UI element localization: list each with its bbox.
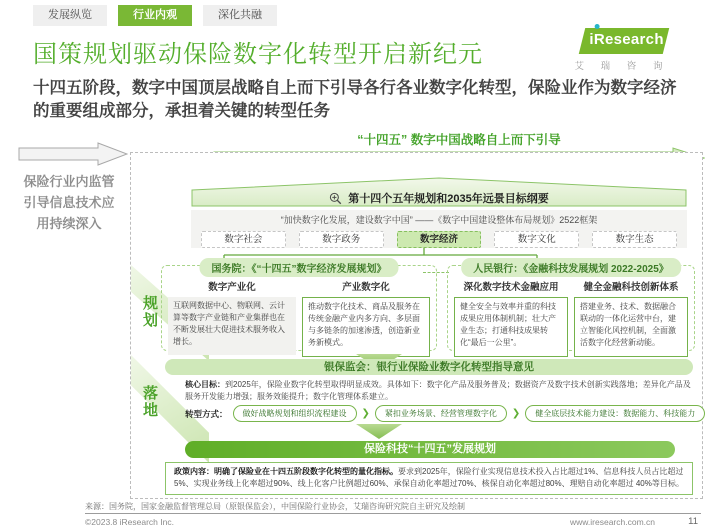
strategy-frame-box xyxy=(191,210,687,248)
tab-development-overview[interactable]: 发展纵览 xyxy=(33,5,107,26)
column-header: 深化数字技术金融应用 xyxy=(463,282,559,293)
down-chevron-icon xyxy=(356,424,402,439)
section-columns xyxy=(168,279,430,357)
column-body: 推动数字化技术、商品及服务在传统金融产业内多方向、多层面与多链条的加速渗透，创造新业务新模式。 xyxy=(302,297,430,357)
logo-caption: 艾 瑞 咨 询 xyxy=(574,61,670,72)
domain-pill-economy: 数字经济 xyxy=(397,231,482,248)
column-digital-industrialization xyxy=(168,279,296,357)
section-peoples-bank-title: 人民银行：《金融科技发展规划 2022-2025》 xyxy=(461,258,681,277)
section-state-council-title: 国务院：《“十四五”数字经济发展规划》 xyxy=(200,258,399,277)
chevron-right-icon: ❯ xyxy=(361,408,370,419)
method-pill-strategy: 做好战略规划和组织流程建设 xyxy=(233,405,357,422)
logo-parallelogram xyxy=(579,28,669,54)
page-number: 11 xyxy=(688,516,698,527)
column-header: 数字产业化 xyxy=(208,282,256,293)
policy-content-label: 政策内容：明确了保险业在十四五阶段数字化转型的量化指标。 xyxy=(174,467,398,476)
policy-content-box xyxy=(165,462,693,495)
copyright-text: ©2023.8 iResearch Inc. xyxy=(85,517,174,527)
page-title: 国策规划驱动保险数字化转型开启新纪元 xyxy=(33,41,483,68)
core-goal-text xyxy=(185,379,697,403)
core-goal-label: 核心目标： xyxy=(185,380,225,389)
column-header: 健全金融科技创新体系 xyxy=(583,282,679,293)
section-tabbar xyxy=(33,5,277,26)
logo-brand-text: iResearch xyxy=(589,31,664,48)
sidebar-note-line: 保险行业内监管 xyxy=(23,174,115,189)
column-industry-digitalization xyxy=(302,279,430,357)
chevron-right-icon: ❯ xyxy=(511,408,521,419)
method-pill-business: 紧扣业务场景、经营管理数字化 xyxy=(375,405,507,422)
iresearch-logo xyxy=(574,28,670,72)
domain-pill-ecology: 数字生态 xyxy=(592,231,677,248)
page-subtitle: 十四五阶段，数字中国顶层战略自上而下引导各行各业数字化转型，保险业作为数字经济的重要组成部分，承担着关键的转型任务 xyxy=(33,79,677,121)
tab-industry-view[interactable]: 行业内观 xyxy=(118,5,192,26)
top-plan-title-text: 第十四个五年规划和2035年远景目标纲要 xyxy=(348,193,549,205)
source-note: 来源：国务院，国家金融监督管理总局（原银保监会），中国保险行业协会，艾瑞咨询研究院自主研究及绘制 xyxy=(85,502,465,511)
magnifier-icon xyxy=(329,192,342,205)
transform-methods-label: 转型方式： xyxy=(185,408,228,419)
column-body: 搭建业务、技术、数据融合联动的一体化运营中台，建立智能化风控机制，全面激活数字化经营新动能。 xyxy=(574,297,688,357)
domain-pill-culture: 数字文化 xyxy=(494,231,579,248)
policy-sections-row xyxy=(161,265,695,351)
tab-deep-integration[interactable]: 深化共融 xyxy=(203,5,277,26)
column-header: 产业数字化 xyxy=(342,282,390,293)
sidebar-note-line: 引导信息技术应 xyxy=(23,194,115,210)
diagram-panel xyxy=(130,152,703,499)
column-body: 互联网数据中心、物联网、云计算等数字产业链和产业集群也在不断发展壮大促进技术服务收入增长。 xyxy=(168,297,296,355)
domain-pill-society: 数字社会 xyxy=(201,231,286,248)
column-body: 健全安全与效率并重的科技成果应用体制机制；壮大产业生态；打通科技成果转化“最后一公里”。 xyxy=(454,297,568,357)
section-peoples-bank xyxy=(447,265,695,351)
stage-label-plan: 规划 xyxy=(143,295,159,330)
policy-content-body: 要求到2025年，保险行业实现信息技术投入占比超过1%、信息科技人员占比超过5%、实现业务线上化率超过90%、线上化客户比例超过60%、承保自动化率超过70%、核保自动化率超过80%、理赔自动化率超过 40%等目标。 xyxy=(174,467,684,489)
column-deepen-fintech-application xyxy=(454,279,568,357)
logo-dot-icon xyxy=(595,24,600,29)
stage-label-land: 落地 xyxy=(143,385,159,420)
method-pill-technology: 健全底层技术能力建设：数据能力、科技能力 xyxy=(525,405,705,422)
strategy-quote: “加快数字化发展，建设数字中国” ——《数字中国建设整体布局规划》2522框架 xyxy=(280,215,598,225)
banner-label: “十四五” 数字中国战略自上而下引导 xyxy=(357,133,561,147)
domain-row xyxy=(191,231,687,248)
sidebar-note xyxy=(8,172,130,234)
core-goal-body: 到2025年，保险业数字化转型取得明显成效。具体如下：数字化产品及服务普及；数据资产及数字技术创新实践落地；差异化产品及服务开发能力增强；服务效能提升；数字化管理体系建立。 xyxy=(185,380,691,401)
section-state-council xyxy=(161,265,437,351)
column-fintech-innovation-system xyxy=(574,279,688,357)
transform-methods-row xyxy=(185,405,699,422)
footer-divider xyxy=(85,513,701,514)
insurtech-plan-bar: 保险科技“十四五”发展规划 xyxy=(185,441,675,458)
sidebar-note-line: 用持续深入 xyxy=(36,215,102,231)
section-columns xyxy=(454,279,688,357)
top-plan-title xyxy=(191,190,687,206)
cbirc-guidance-title: 银保监会：银行业保险业数字化转型指导意见 xyxy=(165,359,693,375)
right-arrow-gray-icon xyxy=(18,142,128,166)
domain-pill-government: 数字政务 xyxy=(299,231,384,248)
website-text: www.iresearch.com.cn xyxy=(569,517,655,527)
